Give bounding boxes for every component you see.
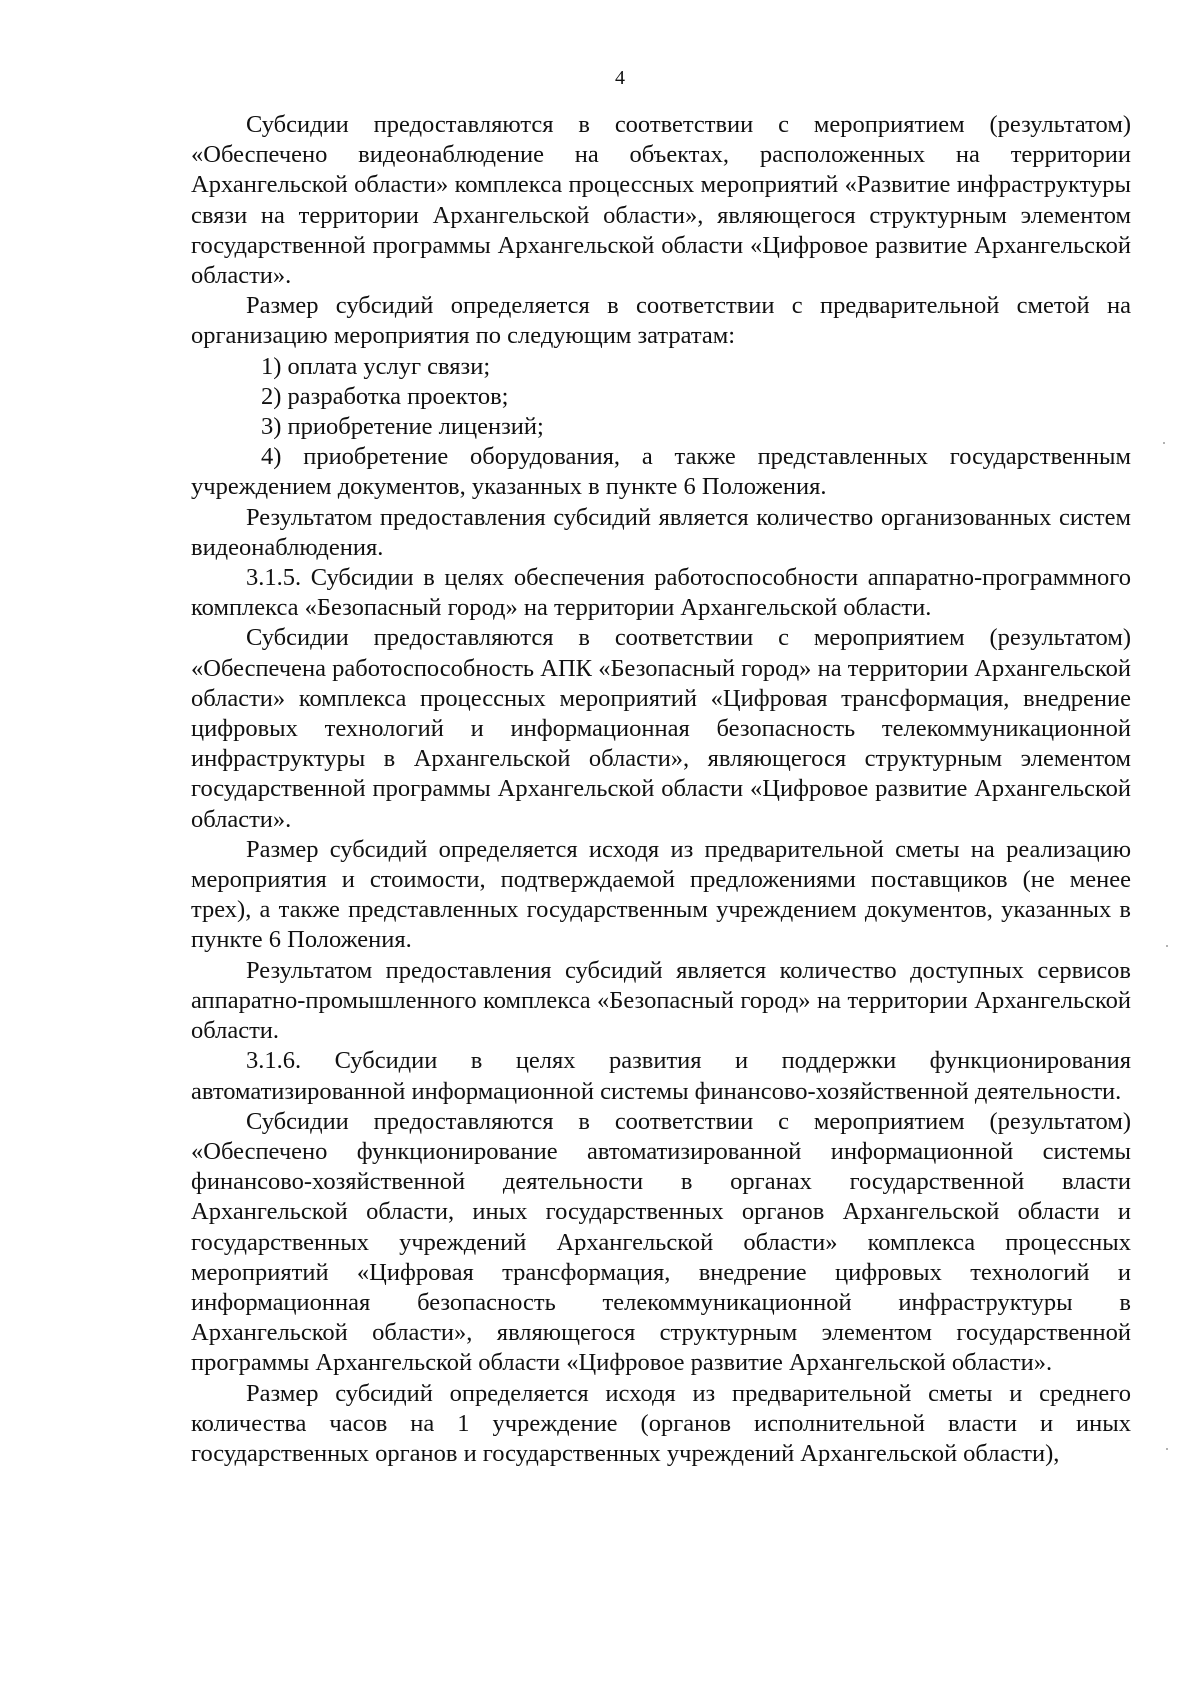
paragraph-financial-system-subsidy-size: Размер субсидий определяется исходя из предварительной сметы и среднего количества часов на 1 учреждение (органов исполнительной власти и иных государственных органов и государственных учреждений Архангельской области), [191, 1379, 1131, 1467]
list-item-communication-services: 1) оплата услуг связи; [261, 352, 491, 380]
paragraph-safe-city-subsidy-size: Размер субсидий определяется исходя из предварительной сметы на реализацию мероприятия и стоимости, подтверждаемой предложениями поставщиков (не менее трех), а также представленных государственным учреждением документов, указанных в пункте 6 Положения. [191, 835, 1131, 954]
paragraph-financial-system-event: Субсидии предоставляются в соответствии с мероприятием (результатом) «Обеспечено функционирование автоматизированной информационной системы финансово-хозяйственной деятельности в органах государственной власти Архангельской области, иных государственных органов Архангельской области и государственных учреждений Архангельской области» комплекса процессных мероприятий «Цифровая трансформация, внедрение цифровых технологий и информационная безопасность телекоммуникационной инфраструктуры в Архангельской области», являющегося структурным элементом государственной программы Архангельской области «Цифровое развитие Архангельской области». [191, 1107, 1131, 1377]
scan-speck [1163, 442, 1165, 444]
scan-speck [1166, 1448, 1168, 1450]
paragraph-safe-city-event: Субсидии предоставляются в соответствии с мероприятием (результатом) «Обеспечена работоспособность АПК «Безопасный город» на территории Архангельской области» комплекса процессных мероприятий «Цифровая трансформация, внедрение цифровых технологий и информационная безопасность телекоммуникационной инфраструктуры в Архангельской области», являющегося структурным элементом государственной программы Архангельской области «Цифровое развитие Архангельской области». [191, 624, 1131, 833]
section-3-1-6-heading: 3.1.6. Субсидии в целях развития и поддержки функционирования автоматизированной информационной системы финансово-хозяйственной деятельности. [191, 1047, 1131, 1105]
paragraph-video-surveillance-event: Субсидии предоставляются в соответствии с мероприятием (результатом) «Обеспечено видеонаблюдение на объектах, расположенных на территории Архангельской области» комплекса процессных мероприятий «Развитие инфраструктуры связи на территории Архангельской области», являющегося структурным элементом государственной программы Архангельской области «Цифровое развитие Архангельской области». [191, 111, 1131, 290]
document-body [191, 110, 1131, 1469]
paragraph-result-surveillance-systems: Результатом предоставления субсидий является количество организованных систем видеонаблюдения. [191, 503, 1131, 561]
paragraph-subsidy-size-costs: Размер субсидий определяется в соответствии с предварительной сметой на организацию мероприятия по следующим затратам: [191, 292, 1131, 350]
list-item-equipment-purchase: 4) приобретение оборудования, а также представленных государственным учреждением документов, указанных в пункте 6 Положения. [191, 443, 1131, 501]
list-item-project-development: 2) разработка проектов; [261, 382, 509, 410]
scan-speck [1166, 945, 1168, 947]
list-item-license-purchase: 3) приобретение лицензий; [261, 413, 544, 441]
section-3-1-5-heading: 3.1.5. Субсидии в целях обеспечения работоспособности аппаратно-программного комплекса «Безопасный город» на территории Архангельской области. [191, 564, 1131, 622]
page-number: 4 [615, 67, 625, 89]
paragraph-safe-city-result: Результатом предоставления субсидий является количество доступных сервисов аппаратно-промышленного комплекса «Безопасный город» на территории Архангельской области. [191, 956, 1131, 1045]
